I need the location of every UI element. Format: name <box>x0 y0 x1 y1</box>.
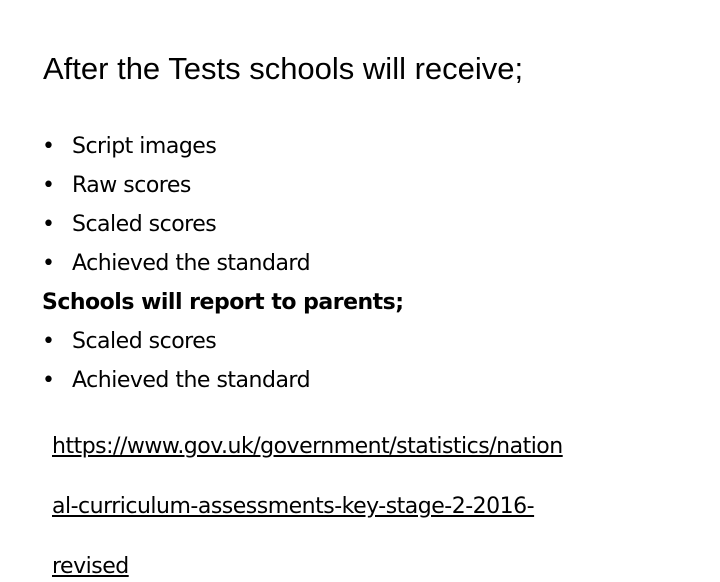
link-text-line-3: revised <box>52 554 129 579</box>
link-text-line-1: https://www.gov.uk/government/statistics/nation <box>52 434 563 459</box>
bullet-icon: • <box>42 251 55 276</box>
list-item <box>42 244 682 283</box>
bullet-icon: • <box>42 134 55 159</box>
bullet-icon: • <box>42 329 55 354</box>
report-heading: Schools will report to parents; <box>42 290 404 315</box>
bullet-icon: • <box>42 368 55 393</box>
list-item <box>42 361 682 400</box>
list-item <box>42 166 682 205</box>
list-item <box>42 205 682 244</box>
list-item-label: Script images <box>72 134 217 159</box>
list-item-label: Scaled scores <box>72 329 217 354</box>
list-item <box>42 322 682 361</box>
list-item-label: Achieved the standard <box>72 251 311 276</box>
link-text-line-2: al-curriculum-assessments-key-stage-2-2016- <box>52 494 535 519</box>
bullet-icon: • <box>42 173 55 198</box>
list-item <box>42 127 682 166</box>
list-item-label: Achieved the standard <box>72 368 311 393</box>
slide-title: After the Tests schools will receive; <box>43 51 524 86</box>
list-item-label: Scaled scores <box>72 212 217 237</box>
slide-body <box>42 127 682 582</box>
gov-statistics-link[interactable] <box>52 402 682 582</box>
bullet-icon: • <box>42 212 55 237</box>
list-item-label: Raw scores <box>72 173 191 198</box>
